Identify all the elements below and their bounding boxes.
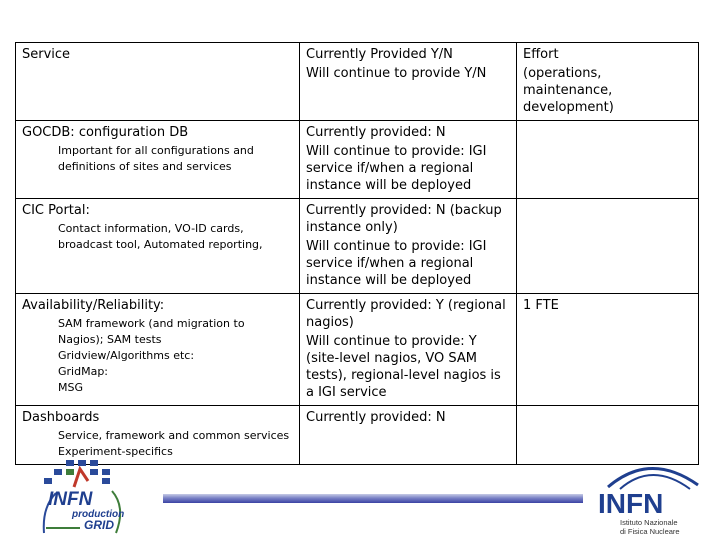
infn-institute-logo [590,455,720,540]
logo-institute-line2: di Fisica Nucleare [620,527,680,536]
provided-status: Currently provided: N (backup instance only) [306,203,502,235]
header-provided: Currently Provided Y/N [306,47,453,62]
provided-status: Currently provided: Y (regional nagios) [306,298,506,330]
continue-status: Will continue to provide: IGI service if/when a regional instance will be deployed [306,144,487,193]
continue-status: Will continue to provide: Y (site-level nagios, VO SAM tests), regional-level nagios is a IGI service [306,334,501,400]
service-cell [16,294,300,406]
service-detail: SAM framework (and migration to Nagios); SAM tests [58,317,245,346]
service-cell [16,121,300,199]
service-detail: Service, framework and common services [58,429,290,442]
provided-cell [300,406,517,465]
header-service: Service [22,47,71,62]
header-provided-cell [300,43,517,121]
grid-logo-icon [36,457,130,537]
service-detail: Contact information, VO-ID cards, broadcast tool, Automated reporting, [58,222,263,251]
effort-cell [517,294,699,406]
service-detail: Experiment-specifics [58,445,173,458]
logo-infn-name: INFN [598,488,664,519]
logo-infn-text: INFN [48,489,93,510]
provided-cell [300,121,517,199]
effort-cell [517,199,699,294]
table-row [16,199,699,294]
services-table [15,42,699,465]
provided-cell [300,199,517,294]
service-name: GOCDB: configuration DB [22,125,189,140]
header-service-cell [16,43,300,121]
effort-cell [517,121,699,199]
header-effort-cell [517,43,699,121]
service-name: Availability/Reliability: [22,298,165,313]
effort-value: 1 FTE [523,298,559,313]
service-detail: GridMap: [58,365,109,378]
provided-cell [300,294,517,406]
provided-status: Currently provided: N [306,410,446,425]
table-row [16,294,699,406]
table-row [16,121,699,199]
service-detail: Gridview/Algorithms etc: [58,349,195,362]
service-detail: Important for all configurations and definitions of sites and services [58,144,254,173]
logo-production-text: production [72,509,125,520]
infn-production-grid-logo [36,457,130,537]
header-effort: Effort [523,47,559,62]
infn-arc-logo-icon [590,455,720,540]
service-detail: MSG [58,381,83,394]
header-continue: Will continue to provide Y/N [306,66,487,81]
footer-divider-bar [163,494,583,503]
service-cell [16,199,300,294]
provided-status: Currently provided: N [306,125,446,140]
service-cell [16,406,300,465]
table-header-row [16,43,699,121]
logo-institute-line1: Istituto Nazionale [620,518,678,527]
logo-grid-text: GRID [84,518,114,532]
continue-status: Will continue to provide: IGI service if/when a regional instance will be deployed [306,239,487,288]
header-effort-desc: (operations, maintenance, development) [523,66,614,115]
service-name: Dashboards [22,410,100,425]
service-name: CIC Portal: [22,203,90,218]
